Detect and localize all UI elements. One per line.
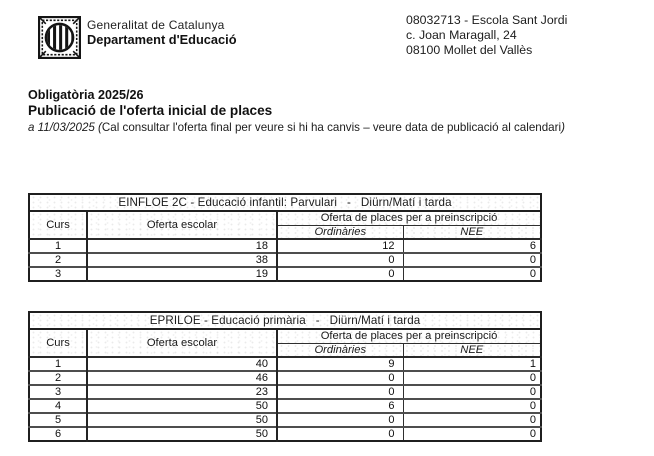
table-row — [29, 239, 541, 253]
cell-ordinaries: 6 — [277, 399, 403, 413]
cell-nee: 0 — [403, 399, 541, 413]
cell-oferta-escolar: 23 — [87, 385, 277, 399]
school-address-block — [406, 13, 567, 58]
cell-nee: 0 — [403, 427, 541, 441]
table-row — [29, 399, 541, 413]
table-row — [29, 371, 541, 385]
table-row — [29, 357, 541, 371]
col-header-nee: NEE — [403, 343, 541, 357]
oferta-table-infantil — [28, 193, 542, 282]
cell-oferta-escolar: 50 — [87, 413, 277, 427]
cell-ordinaries: 12 — [277, 239, 403, 253]
table-body-primaria — [29, 357, 541, 441]
org-name: Generalitat de Catalunya — [87, 18, 225, 32]
col-header-oferta-escolar: Oferta escolar — [87, 329, 277, 357]
cell-curs: 1 — [29, 239, 87, 253]
table-row — [29, 427, 541, 441]
cell-oferta-escolar: 19 — [87, 267, 277, 281]
cell-oferta-escolar: 38 — [87, 253, 277, 267]
cell-ordinaries: 0 — [277, 427, 403, 441]
cell-oferta-escolar: 46 — [87, 371, 277, 385]
catalonia-seal-icon — [38, 16, 81, 59]
col-header-ordinaries: Ordinàries — [277, 343, 403, 357]
cell-ordinaries: 0 — [277, 267, 403, 281]
col-header-oferta-places: Oferta de places per a preinscripció — [277, 329, 541, 343]
cell-ordinaries: 0 — [277, 371, 403, 385]
table-row — [29, 385, 541, 399]
doc-note-date: a 11/03/2025 ( — [28, 121, 102, 134]
cell-ordinaries: 9 — [277, 357, 403, 371]
cell-nee: 0 — [403, 267, 541, 281]
cell-nee: 0 — [403, 413, 541, 427]
table-body-infantil — [29, 239, 541, 281]
doc-note — [28, 121, 565, 134]
cell-curs: 6 — [29, 427, 87, 441]
cell-curs: 3 — [29, 385, 87, 399]
col-header-ordinaries: Ordinàries — [277, 225, 403, 239]
cell-nee: 0 — [403, 385, 541, 399]
cell-oferta-escolar: 50 — [87, 399, 277, 413]
cell-ordinaries: 0 — [277, 413, 403, 427]
cell-oferta-escolar: 50 — [87, 427, 277, 441]
cell-curs: 1 — [29, 357, 87, 371]
letterhead-brand — [38, 16, 237, 59]
table-row — [29, 267, 541, 281]
school-city: 08100 Mollet del Vallès — [406, 43, 533, 57]
department-name: Departament d'Educació — [87, 32, 237, 47]
cell-curs: 2 — [29, 371, 87, 385]
cell-nee: 6 — [403, 239, 541, 253]
col-header-nee: NEE — [403, 225, 541, 239]
cell-curs: 5 — [29, 413, 87, 427]
cell-curs: 3 — [29, 267, 87, 281]
cell-curs: 2 — [29, 253, 87, 267]
col-header-curs: Curs — [29, 211, 87, 239]
cell-nee: 1 — [403, 357, 541, 371]
doc-title-publication: Publicació de l'oferta inicial de places — [28, 103, 273, 118]
school-street: c. Joan Maragall, 24 — [406, 28, 517, 42]
school-code-name: 08032713 - Escola Sant Jordi — [406, 13, 568, 27]
cell-ordinaries: 0 — [277, 385, 403, 399]
table-title: EINFLOE 2C - Educació infantil: Parvulari - Diürn/Matí i tarda — [29, 194, 541, 211]
doc-title-stage: Obligatòria 2025/26 — [28, 88, 144, 102]
cell-ordinaries: 0 — [277, 253, 403, 267]
cell-nee: 0 — [403, 371, 541, 385]
col-header-curs: Curs — [29, 329, 87, 357]
cell-curs: 4 — [29, 399, 87, 413]
table-row — [29, 413, 541, 427]
doc-note-text: Cal consultar l'oferta final per veure si hi ha canvis – veure data de publicació al calendari — [101, 121, 562, 134]
table-title: EPRILOE - Educació primària - Diürn/Matí i tarda — [29, 312, 541, 329]
cell-oferta-escolar: 18 — [87, 239, 277, 253]
doc-note-close: ) — [561, 121, 565, 134]
col-header-oferta-places: Oferta de places per a preinscripció — [277, 211, 541, 225]
col-header-oferta-escolar: Oferta escolar — [87, 211, 277, 239]
org-name-block — [87, 16, 237, 59]
cell-nee: 0 — [403, 253, 541, 267]
oferta-table-primaria — [28, 311, 542, 442]
table-row — [29, 253, 541, 267]
cell-oferta-escolar: 40 — [87, 357, 277, 371]
